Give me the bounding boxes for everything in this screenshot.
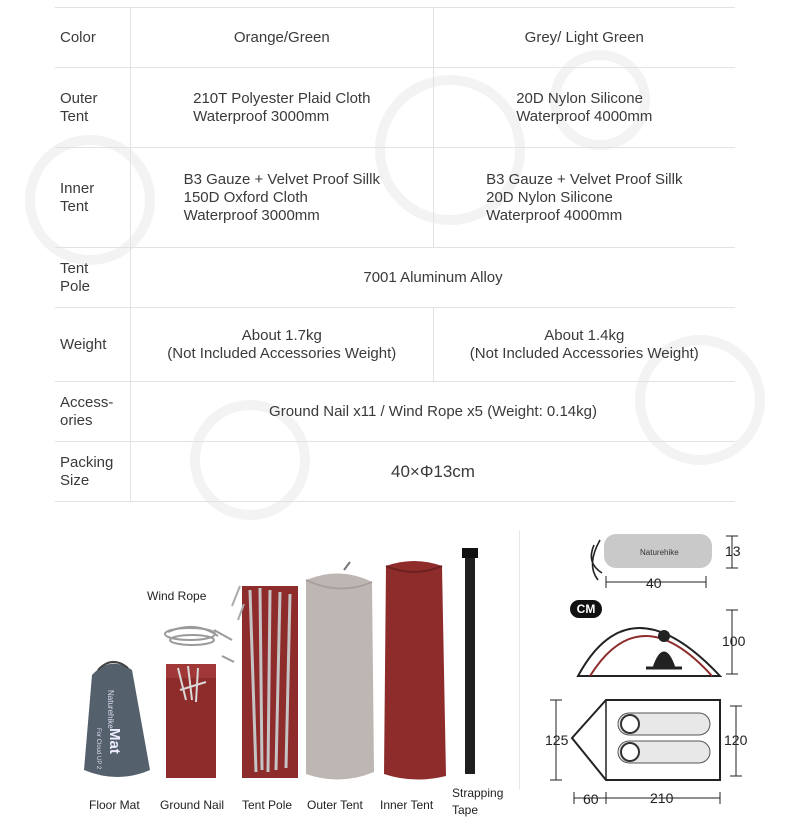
- packed-bag-brand-text: Naturehike: [640, 548, 679, 557]
- section-divider: [519, 530, 520, 790]
- wind-rope-label: Wind Rope: [147, 589, 207, 603]
- packed-bag-diagram: [591, 534, 738, 588]
- spec-label: Color: [55, 8, 131, 68]
- spec-value: B3 Gauze + Velvet Proof Sillk 20D Nylon Silicone Waterproof 4000mm: [433, 148, 735, 248]
- strapping-tape-label: Strapping Tape: [452, 786, 504, 817]
- tent-side-view-diagram: [578, 610, 738, 676]
- outer-tent-label: Outer Tent: [307, 798, 363, 812]
- floor-mat-bag: [84, 662, 150, 777]
- spec-value: Orange/Green: [131, 8, 434, 68]
- mat-brand-text: Naturehike: [106, 690, 115, 729]
- spec-value: B3 Gauze + Velvet Proof Sillk 150D Oxford Cloth Waterproof 3000mm: [131, 148, 434, 248]
- floor-mat-label: Floor Mat: [89, 798, 140, 812]
- spec-label: Access- ories: [55, 382, 131, 442]
- spec-label: Inner Tent: [55, 148, 131, 248]
- spec-label: Weight: [55, 308, 131, 382]
- floor-length-dim: 210: [650, 790, 674, 806]
- spec-value: Ground Nail x11 / Wind Rope x5 (Weight: 0.14kg): [131, 382, 736, 442]
- ground-nail-bag: [166, 664, 216, 778]
- spec-label: Packing Size: [55, 442, 131, 502]
- spec-value: 20D Nylon Silicone Waterproof 4000mm: [433, 68, 735, 148]
- spec-value: 210T Polyester Plaid Cloth Waterproof 3000mm: [131, 68, 434, 148]
- bag-diameter-dim: 13: [725, 543, 741, 559]
- inner-tent-label: Inner Tent: [380, 798, 434, 812]
- width-left-dim: 125: [545, 732, 569, 748]
- spec-value: About 1.7kg (Not Included Accessories Weight): [131, 308, 434, 382]
- ground-nail-label: Ground Nail: [160, 798, 225, 812]
- unit-badge: CM: [570, 600, 602, 618]
- strapping-tape: [462, 548, 478, 774]
- spec-label: Outer Tent: [55, 68, 131, 148]
- tent-pole-label: Tent Pole: [242, 798, 293, 812]
- spec-value: 7001 Aluminum Alloy: [131, 248, 736, 308]
- mat-sub-text: For Cloud UP 2: [95, 728, 101, 770]
- spec-label: Tent Pole: [55, 248, 131, 308]
- wind-rope: [165, 627, 234, 662]
- outer-tent-bag: [306, 562, 374, 780]
- tent-top-view-diagram: [550, 700, 742, 804]
- spec-value: Grey/ Light Green: [433, 8, 735, 68]
- spec-value: 40×Φ13cm: [131, 442, 736, 502]
- bag-length-dim: 40: [646, 575, 662, 591]
- vestibule-dim: 60: [583, 791, 599, 807]
- tent-height-dim: 100: [722, 633, 746, 649]
- inner-tent-bag: [384, 561, 446, 780]
- spec-value: About 1.4kg (Not Included Accessories Weight): [433, 308, 735, 382]
- width-right-dim: 120: [724, 732, 748, 748]
- mat-label-text: Mat: [106, 728, 123, 754]
- tent-pole-bag: [232, 586, 298, 778]
